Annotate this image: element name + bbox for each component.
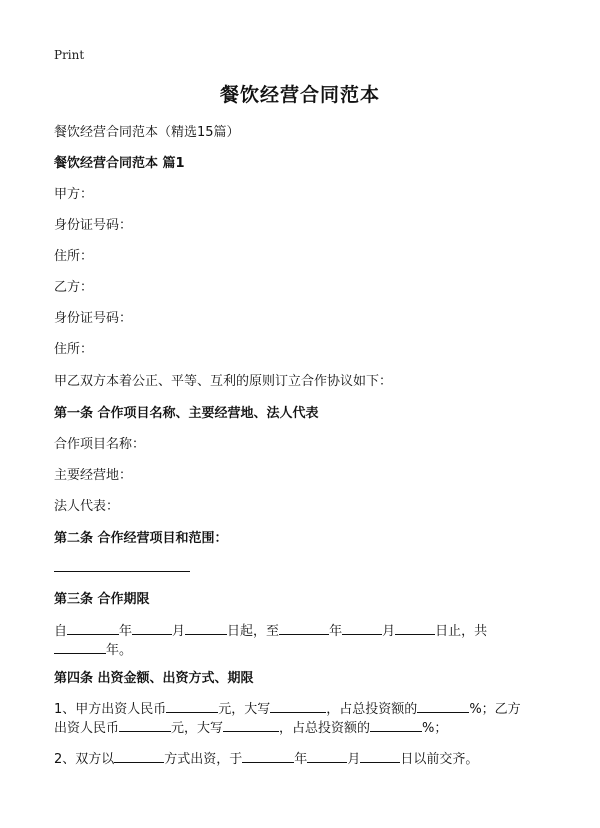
blank-field — [132, 622, 172, 635]
clause-text: %；乙方 — [469, 702, 521, 717]
article-3-heading: 第三条 合作期限 — [54, 592, 150, 607]
blank-field — [395, 622, 435, 635]
blank-field — [166, 700, 218, 713]
party-b-label: 乙方： — [54, 280, 94, 295]
term-text: 年 — [329, 624, 343, 639]
article-2-blank-line — [54, 571, 190, 572]
blank-field — [185, 622, 227, 635]
blank-field — [307, 750, 347, 763]
article-2-heading: 第二条 合作经营项目和范围： — [54, 531, 228, 546]
section-heading: 餐饮经营合同范本 篇1 — [54, 156, 185, 171]
document-subtitle: 餐饮经营合同范本（精选15篇） — [54, 125, 240, 140]
party-a-label: 甲方： — [54, 187, 94, 202]
project-name-label: 合作项目名称： — [54, 437, 146, 452]
blank-field — [370, 719, 422, 732]
term-text: 月 — [172, 624, 186, 639]
clause-1-line2 — [54, 717, 447, 736]
clause-text: 月 — [347, 752, 361, 767]
agreement-intro: 甲乙双方本着公正、平等、互利的原则订立合作协议如下： — [54, 374, 393, 389]
term-sentence-line2 — [54, 639, 132, 658]
clause-text: %； — [422, 721, 448, 736]
blank-field — [342, 622, 382, 635]
clause-text: ，占总投资额的 — [326, 702, 418, 717]
blank-field — [270, 700, 326, 713]
term-text: 日起，至 — [227, 624, 280, 639]
blank-field — [360, 750, 400, 763]
blank-field — [417, 700, 469, 713]
term-text: 年。 — [106, 643, 133, 658]
term-text: 日止，共 — [435, 624, 488, 639]
legal-rep-label: 法人代表： — [54, 499, 120, 514]
blank-field — [54, 641, 106, 654]
clause-text: 元，大写 — [171, 721, 224, 736]
party-b-id-label: 身份证号码： — [54, 311, 133, 326]
term-text: 自 — [54, 624, 68, 639]
blank-field — [279, 622, 329, 635]
clause-text: 年 — [294, 752, 308, 767]
party-a-address-label: 住所： — [54, 249, 94, 264]
article-4-heading: 第四条 出资金额、出资方式、期限 — [54, 671, 254, 686]
blank-field — [242, 750, 294, 763]
blank-field — [223, 719, 279, 732]
print-label: Print — [54, 48, 85, 62]
party-a-id-label: 身份证号码： — [54, 218, 133, 233]
blank-field — [119, 719, 171, 732]
clause-2 — [54, 748, 478, 767]
article-1-heading: 第一条 合作项目名称、主要经营地、法人代表 — [54, 406, 319, 421]
main-place-label: 主要经营地： — [54, 468, 133, 483]
clause-text: 1、甲方出资人民币 — [54, 702, 167, 717]
party-b-address-label: 住所： — [54, 342, 94, 357]
clause-text: 2、双方以 — [54, 752, 115, 767]
clause-text: 方式出资，于 — [164, 752, 243, 767]
term-text: 年 — [119, 624, 133, 639]
clause-1-line1 — [54, 698, 521, 717]
clause-text: 日以前交齐。 — [400, 752, 479, 767]
clause-text: 出资人民币 — [54, 721, 120, 736]
term-text: 月 — [382, 624, 396, 639]
clause-text: ，占总投资额的 — [279, 721, 371, 736]
blank-field — [114, 750, 164, 763]
document-title: 餐饮经营合同范本 — [219, 84, 380, 106]
blank-field — [67, 622, 119, 635]
clause-text: 元，大写 — [218, 702, 271, 717]
term-sentence-line1 — [54, 620, 487, 639]
